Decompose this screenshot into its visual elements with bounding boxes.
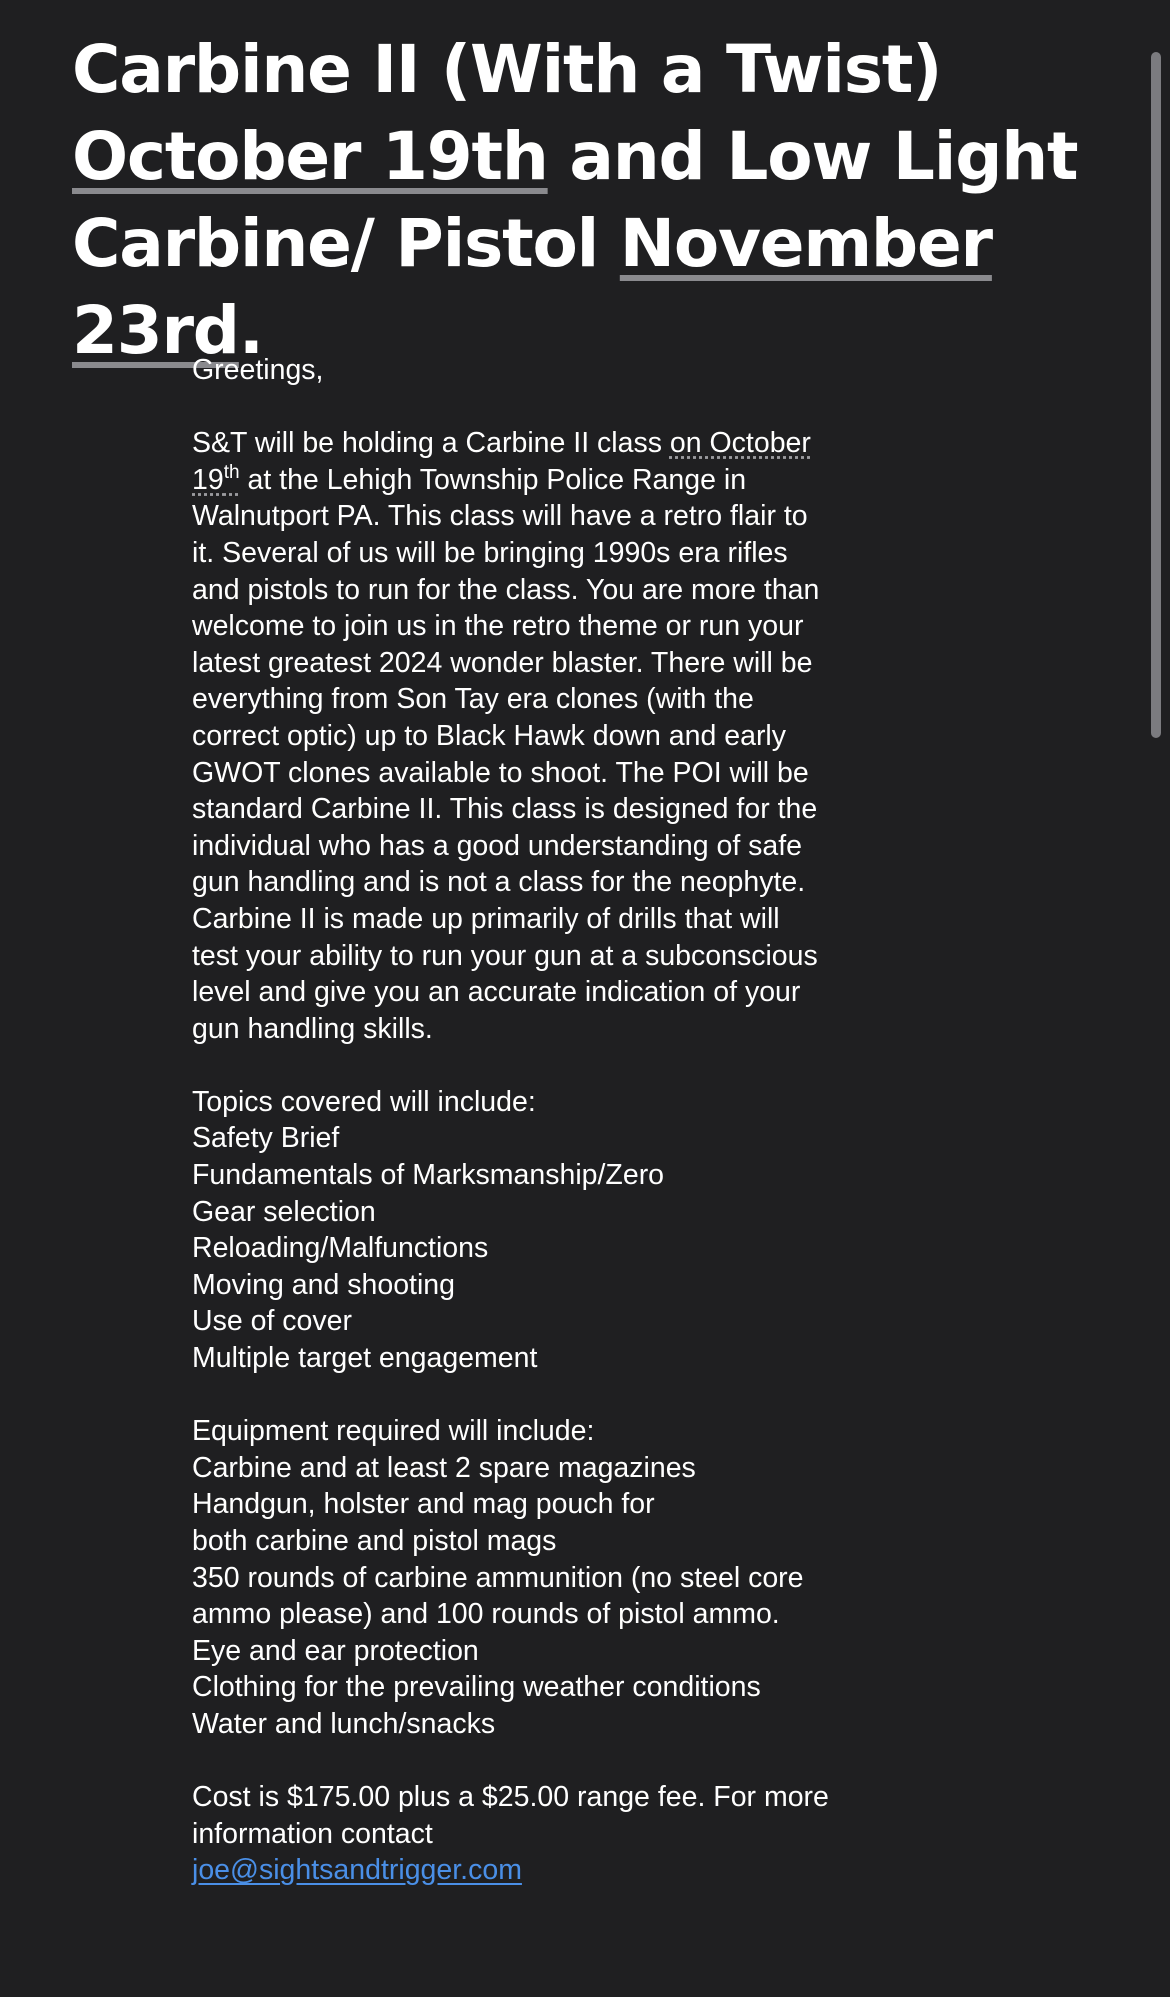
paragraph-spacer (192, 389, 832, 426)
intro-paragraph (192, 425, 832, 1047)
cost-text: Cost is $175.00 plus a $25.00 range fee. For more information contact (192, 1781, 829, 1850)
topic-item: Multiple target engagement (192, 1342, 538, 1375)
title-text-2: and Low Light Carbine/ Pistol (72, 118, 1078, 282)
paragraph-spacer (192, 1377, 832, 1414)
intro-date: on October 19 (192, 427, 811, 496)
date-link-october[interactable]: October 19th (72, 118, 548, 195)
equipment-item: Handgun, holster and mag pouch for (192, 1488, 655, 1521)
topic-item: Fundamentals of Marksmanship/Zero (192, 1159, 665, 1192)
topic-item: Safety Brief (192, 1122, 340, 1155)
equipment-item: Carbine and at least 2 spare magazines (192, 1451, 696, 1484)
contact-email-link[interactable]: joe@sightsandtrigger.com (192, 1854, 522, 1887)
date-link-november[interactable]: November 23rd (72, 205, 992, 369)
topic-item: Gear selection (192, 1195, 376, 1228)
email-body (192, 352, 832, 1889)
intro-text-after: at the Lehigh Township Police Range in Walnutport PA. This class will have a retro flair to it. Several of us will be bringing 1990s era rifles and pistols to run for the class. You are more than welcome to join us in the retro theme or run your latest greatest 2024 wonder blaster. There will be everything from Son Tay era clones (with the correct optic) up to Black Hawk down and early GWOT clones available to shoot. The POI will be standard Carbine II. This class is designed for the individual who has a good understanding of safe gun handling and is not a class for the neophyte. Carbine II is made up primarily of drills that will test your ability to run your gun at a subconscious level and give you an accurate indication of your gun handling skills. (192, 463, 820, 1045)
title-text-3: . (238, 292, 263, 369)
topics-heading: Topics covered will include: (192, 1085, 536, 1118)
scrollbar[interactable] (1151, 52, 1161, 738)
page-title (72, 26, 1112, 374)
equipment-item: Eye and ear protection (192, 1634, 479, 1667)
topic-item: Reloading/Malfunctions (192, 1232, 489, 1265)
intro-text-before: S&T will be holding a Carbine II class (192, 427, 670, 460)
title-text-1: Carbine II (With a Twist) (72, 31, 942, 108)
topic-item: Use of cover (192, 1305, 352, 1338)
paragraph-spacer (192, 1047, 832, 1084)
equipment-item: 350 rounds of carbine ammunition (no steel core ammo please) and 100 rounds of pistol ammo. (192, 1561, 804, 1631)
equipment-item: Water and lunch/snacks (192, 1707, 496, 1740)
intro-date-suffix: th (223, 461, 240, 483)
topic-item: Moving and shooting (192, 1268, 456, 1301)
equipment-item: both carbine and pistol mags (192, 1525, 557, 1557)
greeting: Greetings, (192, 354, 324, 386)
paragraph-spacer (192, 1743, 832, 1780)
contact-line (192, 1852, 832, 1889)
equipment-heading: Equipment required will include: (192, 1415, 595, 1448)
equipment-item: Clothing for the prevailing weather conditions (192, 1671, 761, 1704)
